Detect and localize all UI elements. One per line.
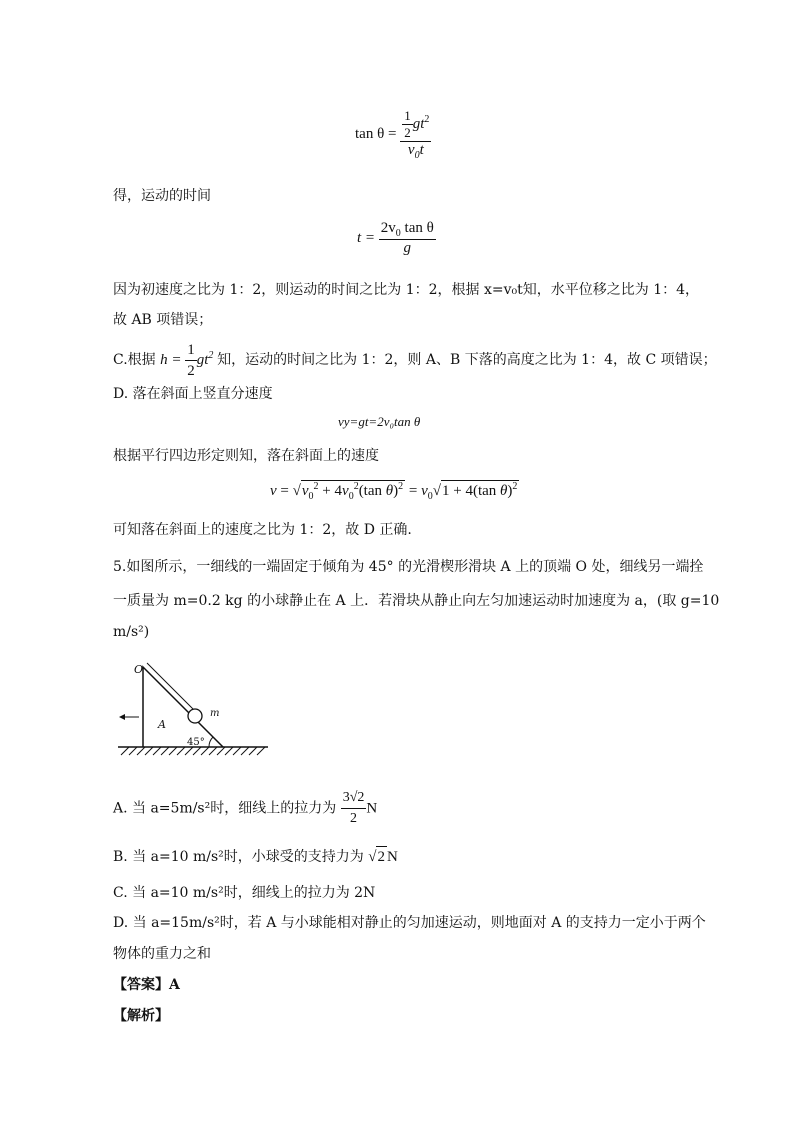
equation-velocity: $v = √v_0^2 + 4v_0^2(\tan$ $\theta)^2 = v_0√1 + 4(\tan$ θ)$^2$ [270,481,518,502]
label-angle: 45° [187,737,205,748]
question-5-line1: 5.如图所示，一细线的一端固定于倾角为 45° 的光滑楔形滑块 A 上的顶端 O 处，细线另一端拴 [113,559,704,575]
eq1-lhs: tan θ = [355,126,397,142]
paragraph-d: D. 落在斜面上竖直分速度 [113,386,273,402]
label-m: m [210,708,220,719]
paragraph-c: C.根据 h = $\frac{1}{2}$ $gt^2$ 知，运动的时间之比为 1：2，则 A、B 下落的高度之比为 1：4，故 C 项错误； [113,342,717,379]
paragraph-ab-wrong: 故 AB 项错误； [113,312,213,328]
paragraph-parallelogram: 根据平行四边形定则知，落在斜面上的速度 [113,448,379,464]
option-c: C. 当 a=10 m/s²时，细线上的拉力为 2N [113,885,376,901]
label-A: A [158,718,166,731]
equation-vy: vy=gt=2v₀tan θ [338,414,421,429]
text-de: 得，运动的时间 [113,188,211,204]
analysis-heading: 【解析】 [113,1008,169,1024]
option-d-line1: D. 当 a=15m/s²时，若 A 与小球能相对静止的匀加速运动，则地面对 A 的支持力一定小于两个 [113,915,706,931]
answer: 【答案】A [113,977,180,993]
question-5-line2: 一质量为 m=0.2 kg 的小球静止在 A 上．若滑块从静止向左匀加速运动时加速度为 a，(取 g=10 [113,593,720,609]
question-5-line3: m/s²) [113,624,150,640]
option-a: A. 当 a=5m/s²时，细线上的拉力为 $\frac{3√2}{2}$ N [113,788,377,829]
label-O: O [134,663,144,676]
equation-time: t = $\frac{2v_0 \tan \theta}{g}$ [357,220,434,256]
paragraph-d-correct: 可知落在斜面上的速度之比为 1：2，故 D 正确. [113,522,412,538]
paragraph-ratio: 因为初速度之比为 1：2，则运动的时间之比为 1：2，根据 x=v₀t知，水平位移之比为 1：4， [113,282,700,298]
formula-h: h = $\frac{1}{2}$ $gt^2$ [160,342,214,379]
equation-tan-theta [355,108,431,161]
eq1-fraction: $\frac{1}{2}$ $gt^2$ $v_0t$ [400,108,431,161]
option-d-line2: 物体的重力之和 [113,946,211,962]
option-b: B. 当 a=10 m/s²时，小球受的支持力为 √2 N [113,846,398,867]
